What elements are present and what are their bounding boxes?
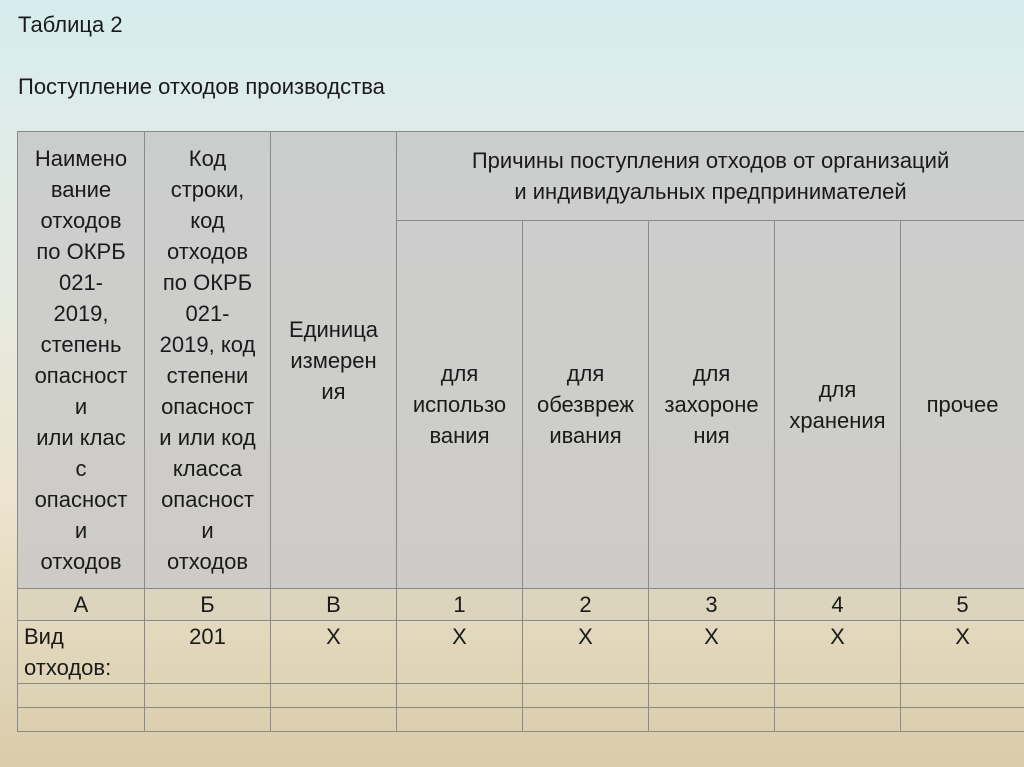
index-cell: Б xyxy=(145,589,271,621)
index-cell: 4 xyxy=(775,589,901,621)
table-row-empty xyxy=(18,684,1024,708)
header-reasons-group: Причины поступления отходов от организаций и индивидуальных предпринимателей xyxy=(397,132,1024,221)
data-cell: Х xyxy=(775,621,901,684)
header-reason-storage: для хранения xyxy=(775,221,901,589)
index-cell: В xyxy=(271,589,397,621)
index-cell: 2 xyxy=(523,589,649,621)
table-number: Таблица 2 xyxy=(18,12,123,37)
data-cell: 201 xyxy=(145,621,271,684)
table-row-empty xyxy=(18,708,1024,732)
header-reason-neutralize: для обезвреж ивания xyxy=(523,221,649,589)
waste-intake-table xyxy=(17,131,1024,732)
header-waste-name: Наимено вание отходов по ОКРБ 021- 2019, степень опасност и или клас с опасност и отходов xyxy=(18,132,145,589)
index-cell: 5 xyxy=(901,589,1024,621)
data-cell: Х xyxy=(649,621,775,684)
table-title: Поступление отходов производства xyxy=(18,74,385,99)
waste-type-label: Вид отходов: xyxy=(18,621,145,684)
header-unit: Единица измерен ия xyxy=(271,132,397,589)
data-cell: Х xyxy=(523,621,649,684)
header-reason-use: для использо вания xyxy=(397,221,523,589)
data-cell: Х xyxy=(397,621,523,684)
data-cell: Х xyxy=(901,621,1024,684)
index-cell: 1 xyxy=(397,589,523,621)
header-row-code: Код строки, код отходов по ОКРБ 021- 2019, код степени опасност и или код класса опасност и отходов xyxy=(145,132,271,589)
index-cell: 3 xyxy=(649,589,775,621)
header-reason-other: прочее xyxy=(901,221,1024,589)
data-cell: Х xyxy=(271,621,397,684)
index-cell: А xyxy=(18,589,145,621)
table-row xyxy=(18,621,1024,684)
header-reason-burial: для захороне ния xyxy=(649,221,775,589)
index-row xyxy=(18,589,1024,621)
